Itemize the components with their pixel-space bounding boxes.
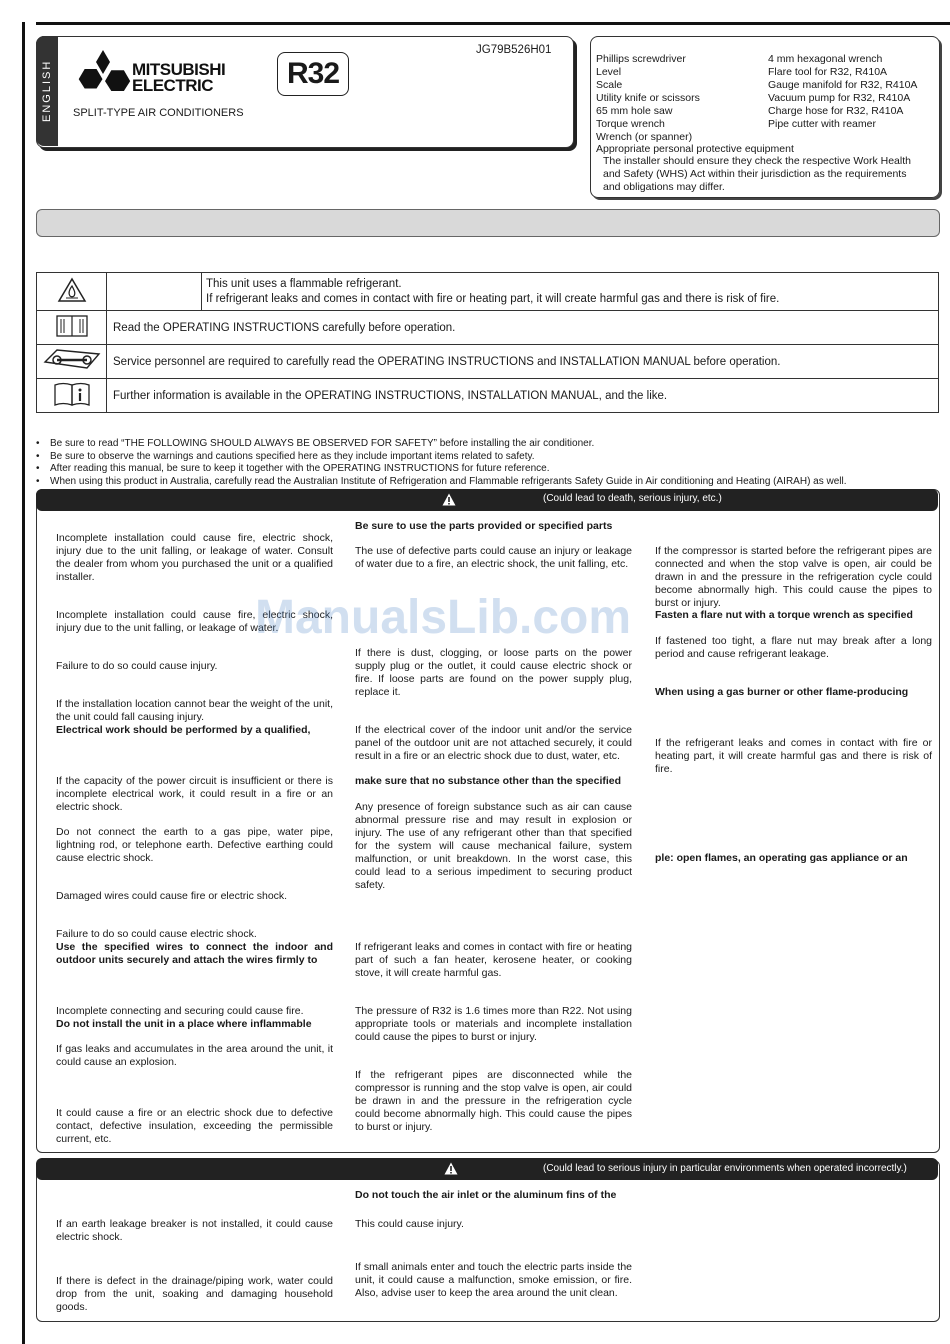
caution-text: If an earth leakage breaker is not installed, it could cause electric shock. — [56, 1218, 333, 1243]
warning-heading: Use the specified wires to connect the indoor and outdoor units securely and attach the wires firmly to — [56, 941, 333, 966]
warning-text: Failure to do so could cause injury. — [56, 660, 218, 672]
bullet-text: After reading this manual, be sure to keep it together with the OPERATING INSTRUCTIONS for future reference. — [50, 463, 550, 474]
page-frame-top — [36, 22, 950, 25]
warning-heading: ple: open flames, an operating gas appliance or an — [655, 852, 908, 864]
warning-heading: make sure that no substance other than the specified — [355, 775, 622, 787]
whs-note-line: and obligations may differ. — [603, 181, 725, 193]
warning-text: If refrigerant leaks and comes in contact with fire or heating part of such a fan heater, kerosene heater, or cooking stove, it will create harmful gas. — [355, 941, 632, 979]
bullet-item: • Be sure to observe the warnings and cautions specified here as they include important items related to safety. — [36, 450, 535, 462]
refrigerant-badge: R32 — [277, 52, 349, 96]
whs-note-line: and Safety (WHS) Act within their jurisdiction as the requirements — [603, 168, 907, 180]
flammable-line: If refrigerant leaks and comes in contact with fire or heating part, it will create harmful gas and there is risk of fire. — [206, 292, 780, 305]
warning-heading: When using a gas burner or other flame-producing — [655, 686, 909, 698]
warning-bar-text: (Could lead to death, serious injury, etc.) — [543, 493, 722, 504]
symbols-table — [36, 272, 939, 413]
safety-bullets — [36, 438, 946, 488]
table-row — [37, 379, 939, 413]
warning-text: If the installation location cannot bear the weight of the unit, the unit could fall causing injury. — [56, 698, 333, 723]
tools-list-right — [768, 53, 938, 131]
ppe-label: Appropriate personal protective equipment — [596, 143, 794, 155]
caution-triangle-icon — [444, 1162, 458, 1175]
symbol-icon-cell — [37, 311, 107, 345]
caution-bar-text: (Could lead to serious injury in particular environments when operated incorrectly.) — [543, 1163, 907, 1174]
warning-text: Do not connect the earth to a gas pipe, water pipe, lightning rod, or telephone earth. Defective earthing could cause electric shock. — [56, 826, 333, 864]
tool-item: Torque wrench — [596, 118, 665, 130]
warning-text: Failure to do so could cause electric shock. — [56, 928, 257, 940]
warning-text: Damaged wires could cause fire or electric shock. — [56, 890, 288, 902]
whs-note — [603, 155, 938, 194]
bullet-item: • After reading this manual, be sure to keep it together with the OPERATING INSTRUCTIONS for future reference. — [36, 463, 550, 474]
warning-text: If the refrigerant pipes are disconnected while the compressor is running and the stop valve is open, air could be drawn in and the pressure in the refrigeration cycle could become abnormally high. This could cause the pipes to burst or injury. — [355, 1069, 632, 1133]
bullet-text: Be sure to observe the warnings and cautions specified here as they include important items related to safety. — [50, 450, 535, 462]
bullet-item: • Be sure to read “THE FOLLOWING SHOULD ALWAYS BE OBSERVED FOR SAFETY” before installing the air conditioner. — [36, 438, 595, 449]
tool-item: Pipe cutter with reamer — [768, 118, 876, 130]
blank-cell — [107, 273, 202, 311]
warning-heading: Fasten a flare nut with a torque wrench as specified — [655, 609, 913, 621]
warning-text: Incomplete installation could cause fire, electric shock, injury due to the unit falling, or leakage of water. Consult the dealer from whom you purchased the unit or a qualified installer. — [56, 532, 333, 583]
tool-item: Gauge manifold for R32, R410A — [768, 79, 918, 91]
caution-text: This could cause injury. — [355, 1218, 464, 1230]
warning-text: If fastened too tight, a flare nut may break after a long period and cause refrigerant leakage. — [655, 635, 932, 660]
table-row — [37, 273, 939, 311]
brand-line-2: ELECTRIC — [132, 76, 213, 95]
tool-item: Vacuum pump for R32, R410A — [768, 92, 911, 104]
symbol-icon-cell — [37, 345, 107, 379]
service-manual-icon — [43, 346, 101, 374]
brand-line-1: MITSUBISHI — [132, 60, 226, 79]
warning-text: Any presence of foreign substance such as air can cause abnormal pressure rise and may result in explosion or injury. The use of any refrigerant other than that specified for the system will cause mechanical failure, system malfunction, or unit breakdown. In the worst case, this could lead to a serious impediment to securing product safety. — [355, 801, 632, 891]
tools-list-left — [596, 53, 766, 144]
tool-item: Phillips screwdriver — [596, 53, 686, 65]
caution-text: If small animals enter and touch the electric parts inside the unit, it could cause a malfunction, smoke emission, or fire. Also, advise user to keep the area around the unit clean. — [355, 1261, 632, 1299]
warning-text: It could cause a fire or an electric shock due to defective contact, defective insulation, exceeding the permissible current, etc. — [56, 1107, 333, 1145]
product-subtitle: SPLIT-TYPE AIR CONDITIONERS — [73, 107, 244, 119]
warning-heading: Electrical work should be performed by a qualified, — [56, 724, 311, 736]
warning-text: If the capacity of the power circuit is insufficient or there is incomplete electrical work, it could result in a fire or an electric shock. — [56, 775, 333, 813]
warning-bar — [36, 489, 938, 511]
language-label: ENGLISH — [41, 59, 53, 123]
bullet-text: When using this product in Australia, carefully read the Australian Institute of Refrigeration and Flammable refrigerants Safety Guide in Air conditioning and Heating (AIRAH) as well. — [50, 475, 847, 487]
warning-text: If the refrigerant leaks and comes in contact with fire or heating part, it will create harmful gas and there is risk of fire. — [655, 737, 932, 775]
warning-text: If the electrical cover of the indoor unit and/or the service panel of the outdoor unit are not attached securely, it could result in a fire or an electric shock due to dust, water, etc. — [355, 724, 632, 762]
tool-item: Level — [596, 66, 622, 78]
warning-text: Incomplete connecting and securing could cause fire. — [56, 1005, 304, 1017]
tool-item: 4 mm hexagonal wrench — [768, 53, 883, 65]
document-number: JG79B526H01 — [476, 44, 552, 56]
bullet-text: Be sure to read “THE FOLLOWING SHOULD ALWAYS BE OBSERVED FOR SAFETY” before installing the air conditioner. — [50, 438, 595, 449]
caution-text: If there is defect in the drainage/piping work, water could drop from the unit, soaking and damaging household goods. — [56, 1275, 333, 1313]
table-row — [37, 345, 939, 379]
warning-text: If the compressor is started before the refrigerant pipes are connected and when the stop valve is open, air could be drawn in and the pressure in the refrigeration cycle could become abnormally high. This could cause the pipes to burst or injury. — [655, 545, 932, 609]
warning-text: The pressure of R32 is 1.6 times more than R22. Not using appropriate tools or materials and incomplete installation could cause the pipes to burst or injury. — [355, 1005, 632, 1043]
tool-item: Utility knife or scissors — [596, 92, 700, 104]
tool-item: Wrench (or spanner) — [596, 131, 693, 143]
warning-text: If there is dust, clogging, or loose parts on the power supply plug or the outlet, it could cause electric shock or fire. If loose parts are found on the power supply plug, replace it. — [355, 647, 632, 698]
tool-item: 65 mm hole saw — [596, 105, 673, 117]
section-title-bar — [36, 209, 940, 237]
warning-triangle-icon — [442, 493, 456, 506]
read-op-cell: Read the OPERATING INSTRUCTIONS carefully before operation. — [107, 311, 939, 345]
symbol-icon-cell — [37, 273, 107, 311]
flammable-line: This unit uses a flammable refrigerant. — [206, 277, 402, 290]
brand-name — [132, 62, 225, 94]
caution-bar — [36, 1158, 938, 1180]
tool-item: Flare tool for R32, R410A — [768, 66, 888, 78]
warning-text: If gas leaks and accumulates in the area around the unit, it could cause an explosion. — [56, 1043, 333, 1068]
warning-heading: Be sure to use the parts provided or specified parts — [355, 520, 613, 532]
flammable-warning-icon — [57, 277, 87, 303]
warning-text: Incomplete installation could cause fire, electric shock, injury due to the unit falling, or leakage of water. — [56, 609, 333, 634]
watermark: ManualsLib.com — [255, 591, 632, 644]
book-icon — [54, 313, 90, 339]
whs-note-line: The installer should ensure they check the respective Work Health — [603, 155, 911, 167]
service-cell: Service personnel are required to carefully read the OPERATING INSTRUCTIONS and INSTALLATION MANUAL before operation. — [107, 345, 939, 379]
info-cell: Further information is available in the OPERATING INSTRUCTIONS, INSTALLATION MANUAL, and the like. — [107, 379, 939, 413]
symbol-icon-cell — [37, 379, 107, 413]
table-row — [37, 311, 939, 345]
flammable-text-cell — [202, 273, 939, 311]
warning-heading: Do not install the unit in a place where inflammable — [56, 1018, 312, 1030]
page-frame-left — [22, 22, 25, 1344]
tool-item: Scale — [596, 79, 623, 91]
info-book-icon — [53, 381, 91, 407]
warning-text: The use of defective parts could cause an injury or leakage of water due to a fire, an electric shock, the unit falling, etc. — [355, 545, 632, 570]
caution-heading: Do not touch the air inlet or the aluminum fins of the — [355, 1189, 617, 1201]
bullet-item: • When using this product in Australia, carefully read the Australian Institute of Refrigeration and Flammable refrigerants Safety Guide in Air conditioning and Heating (AIRAH) as well. — [36, 475, 847, 487]
tool-item: Charge hose for R32, R410A — [768, 105, 904, 117]
